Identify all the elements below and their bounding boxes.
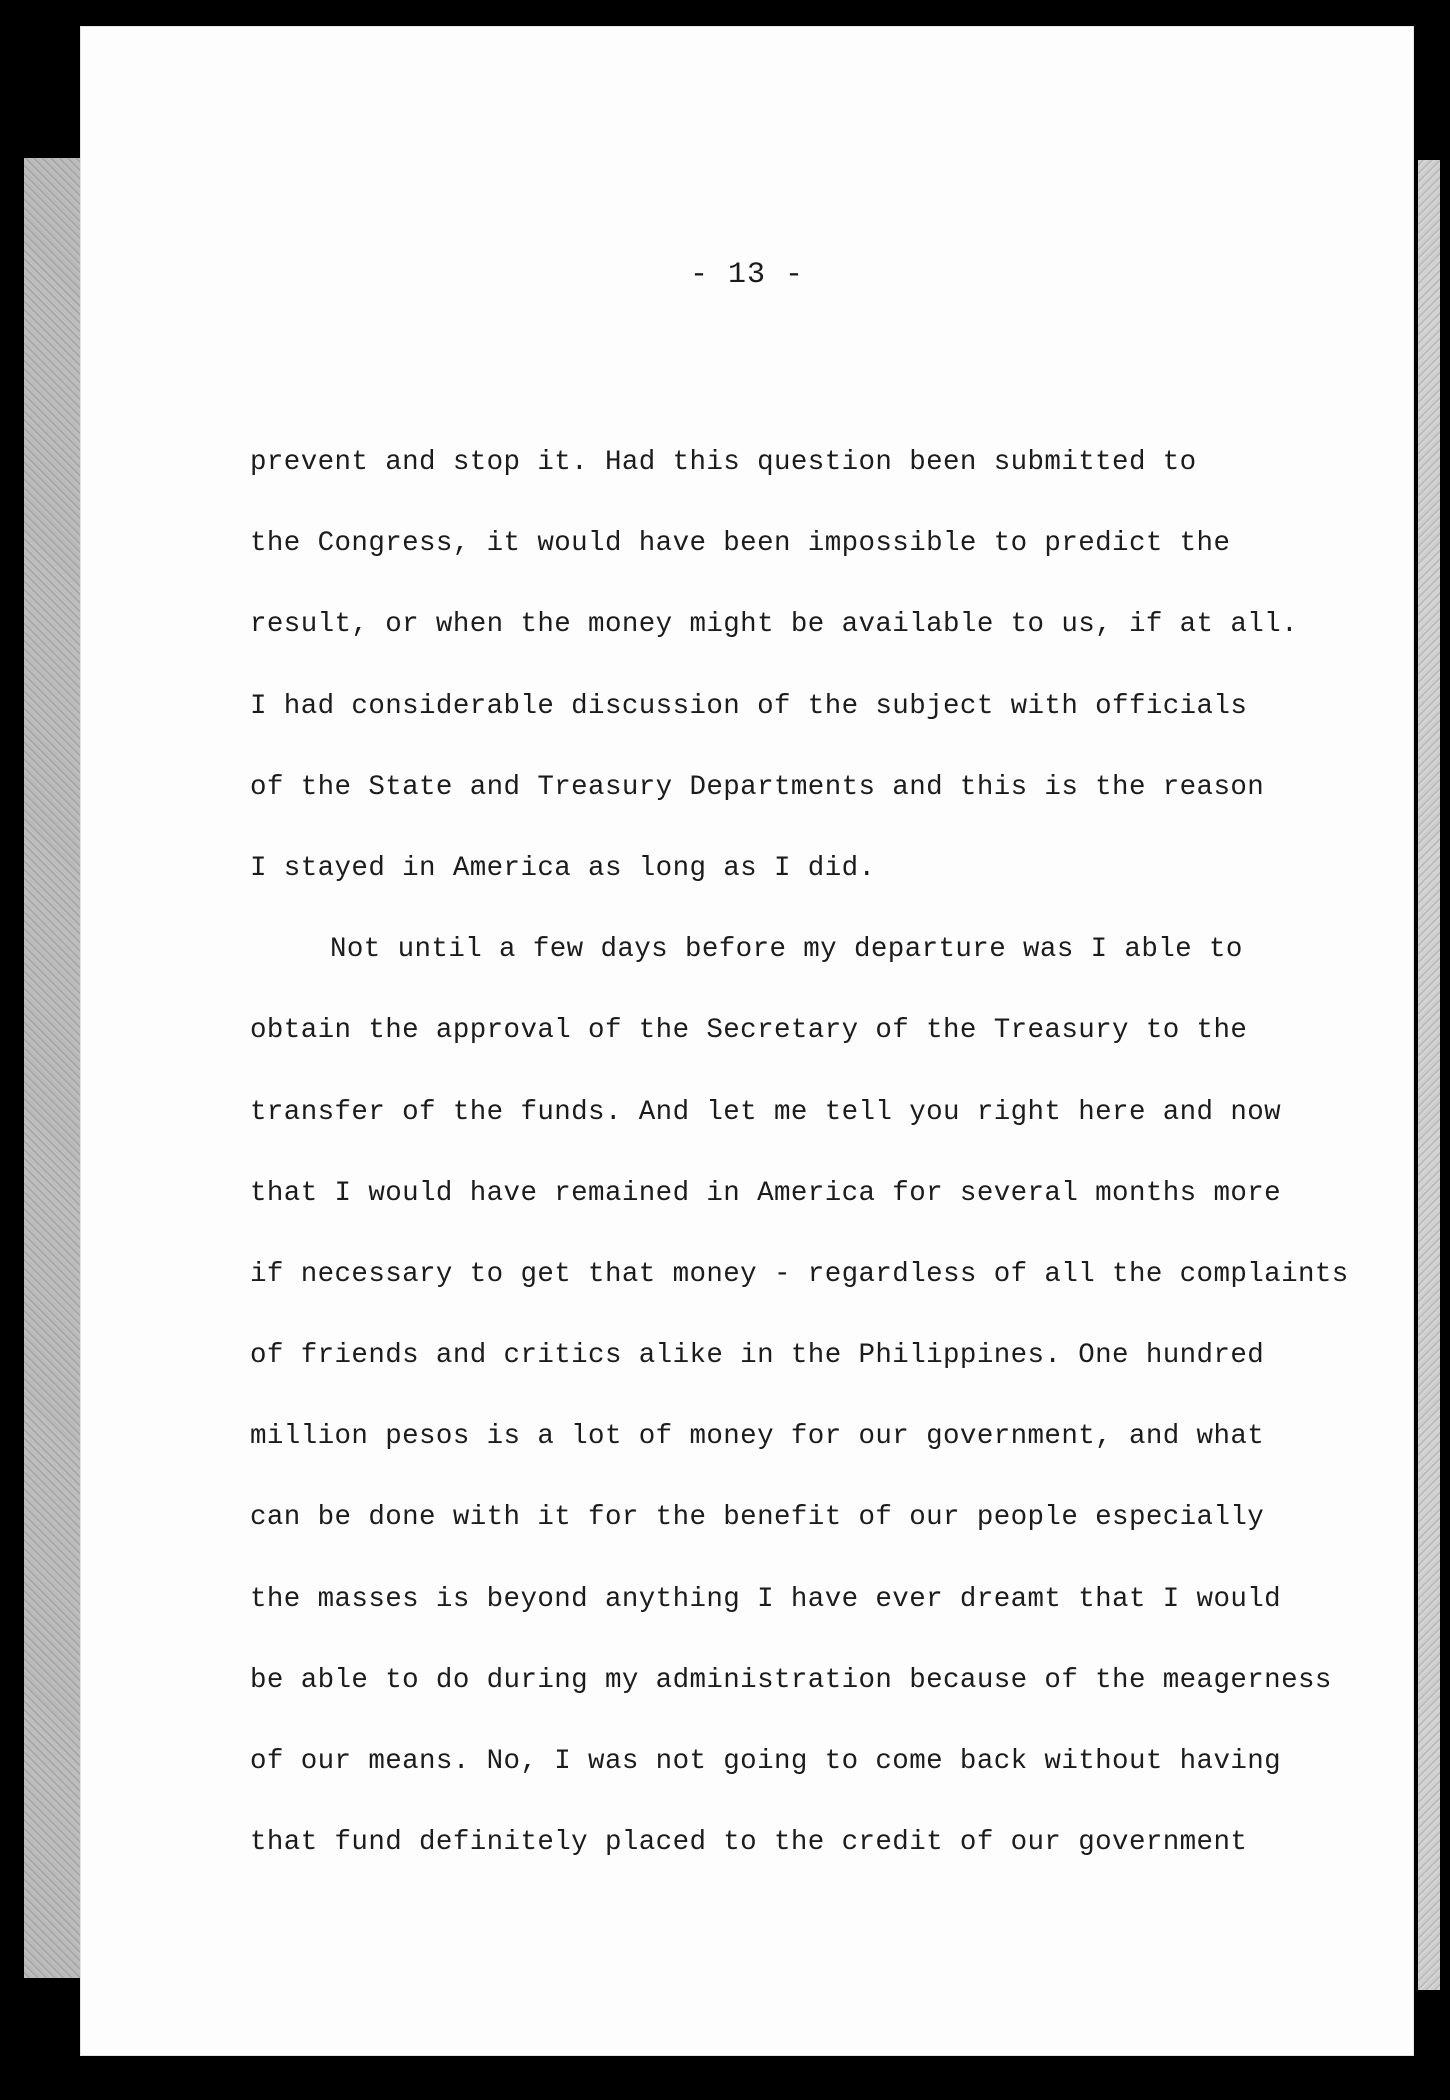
text-line: transfer of the funds. And let me tell you right here and now [250, 1096, 1282, 1128]
text-line: prevent and stop it. Had this question been submitted to [250, 447, 1197, 478]
text-line: of friends and critics alike in the Philippines. One hundred [250, 1340, 1265, 1372]
text-line: that fund definitely placed to the credit of our government [250, 1827, 1248, 1859]
text-line: if necessary to get that money - regardless of all the complaints [250, 1258, 1349, 1290]
text-line: that I would have remained in America for several months more [250, 1177, 1282, 1209]
text-line: I stayed in America as long as I did. [250, 852, 876, 884]
text-line: of the State and Treasury Departments and this is the reason [250, 771, 1265, 803]
text-line: can be done with it for the benefit of our people especially [250, 1502, 1265, 1534]
text-line: the Congress, it would have been impossible to predict the [250, 528, 1231, 560]
text-line: million pesos is a lot of money for our government, and what [250, 1421, 1265, 1453]
text-line: result, or when the money might be available to us, if at all. [250, 609, 1298, 641]
text-line: the masses is beyond anything I have ever dreamt that I would [250, 1583, 1282, 1615]
paragraph-first-line: Not until a few days before my departure was I able to [330, 934, 1243, 966]
text-line: of our means. No, I was not going to come back without having [250, 1746, 1282, 1777]
page-number: - 13 - [689, 258, 805, 292]
scan-backing-right [1418, 160, 1440, 1990]
document-page [80, 26, 1414, 2056]
text-line: I had considerable discussion of the subject with officials [250, 690, 1248, 722]
text-line: be able to do during my administration because of the meagerness [250, 1664, 1332, 1696]
text-line: obtain the approval of the Secretary of the Treasury to the [250, 1015, 1248, 1047]
body-text [250, 438, 1380, 1899]
